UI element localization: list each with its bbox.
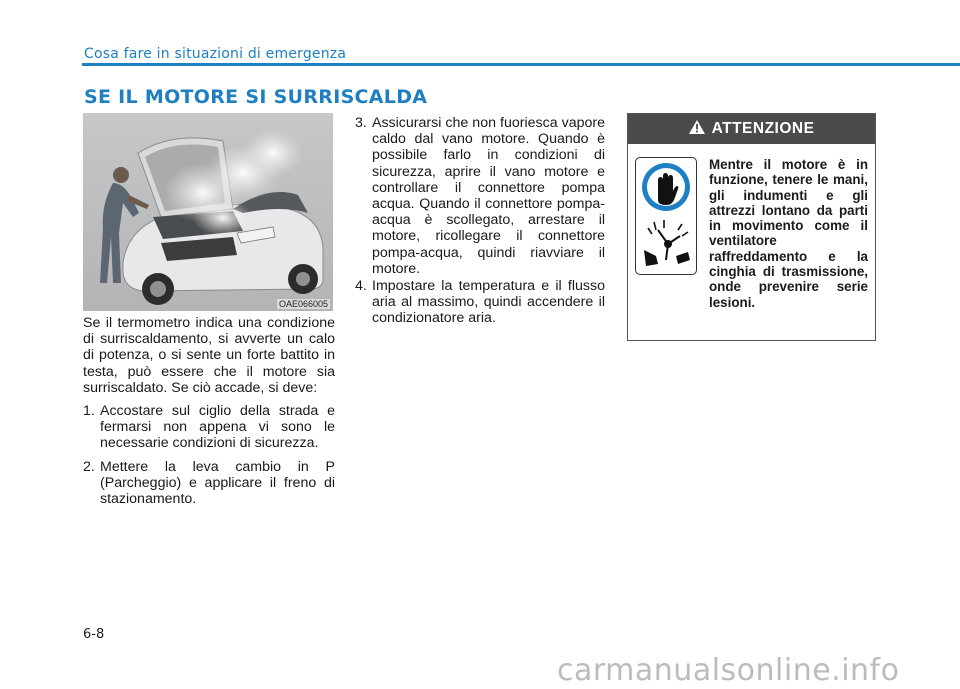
step-number: 2. [83, 458, 95, 475]
warning-text: Mentre il motore è in funzione, tenere le mani, gli indumenti e gli attrezzi lontano da parti in movimento come il ventilatore raffreddamento e la cinghia di trasmissione, onde prevenire serie lesioni. [709, 157, 868, 310]
step-item [355, 115, 605, 277]
header-rule [82, 63, 960, 66]
warning-heading: ATTENZIONE [711, 120, 815, 137]
step-text: Impostare la temperatura e il flusso aria al massimo, quindi accendere il condizionatore aria. [372, 278, 605, 327]
step-item [83, 403, 335, 452]
page-number: 6-8 [83, 627, 105, 642]
step-number: 1. [83, 403, 95, 420]
watermark: carmanualsonline.info [557, 653, 900, 688]
no-hands-fan-icon [635, 157, 697, 275]
figure-code: OAE066005 [278, 299, 328, 309]
engine-illustration [83, 113, 333, 311]
intro-paragraph: Se il termometro indica una condizione di surriscaldamento, si avverte un calo di potenza, o si sente un forte battito in testa, può essere che il motore sia surriscaldato. Se ciò accade, si deve: [83, 315, 335, 396]
warning-box [627, 113, 876, 341]
step-number: 4. [355, 278, 367, 295]
text-column-middle [355, 115, 605, 327]
header-title: Cosa fare in situazioni di emergenza [84, 46, 347, 62]
step-text: Mettere la leva cambio in P (Parcheggio) e applicare il freno di stazionamento. [100, 458, 335, 508]
step-text: Assicurarsi che non fuoriesca vapore caldo dal vano motore. Quando è possibile farlo in condizioni di sicurezza, aprire il vano motore e controllare il connettore pompa acqua. Quando il connettore pompa-acqua è scollegato, arrestare il motore, ricollegare il connettore pompa-acqua, quindi riavviare il motore. [372, 115, 605, 277]
text-column-left [83, 315, 335, 507]
warning-header [628, 114, 875, 144]
step-item [355, 278, 605, 327]
section-title: SE IL MOTORE SI SURRISCALDA [84, 86, 428, 108]
step-item [83, 459, 335, 508]
step-number: 3. [355, 115, 367, 131]
warning-triangle-icon [689, 120, 705, 139]
step-text: Accostare sul ciglio della strada e fermarsi non appena vi sono le necessarie condizioni di sicurezza. [100, 403, 335, 452]
